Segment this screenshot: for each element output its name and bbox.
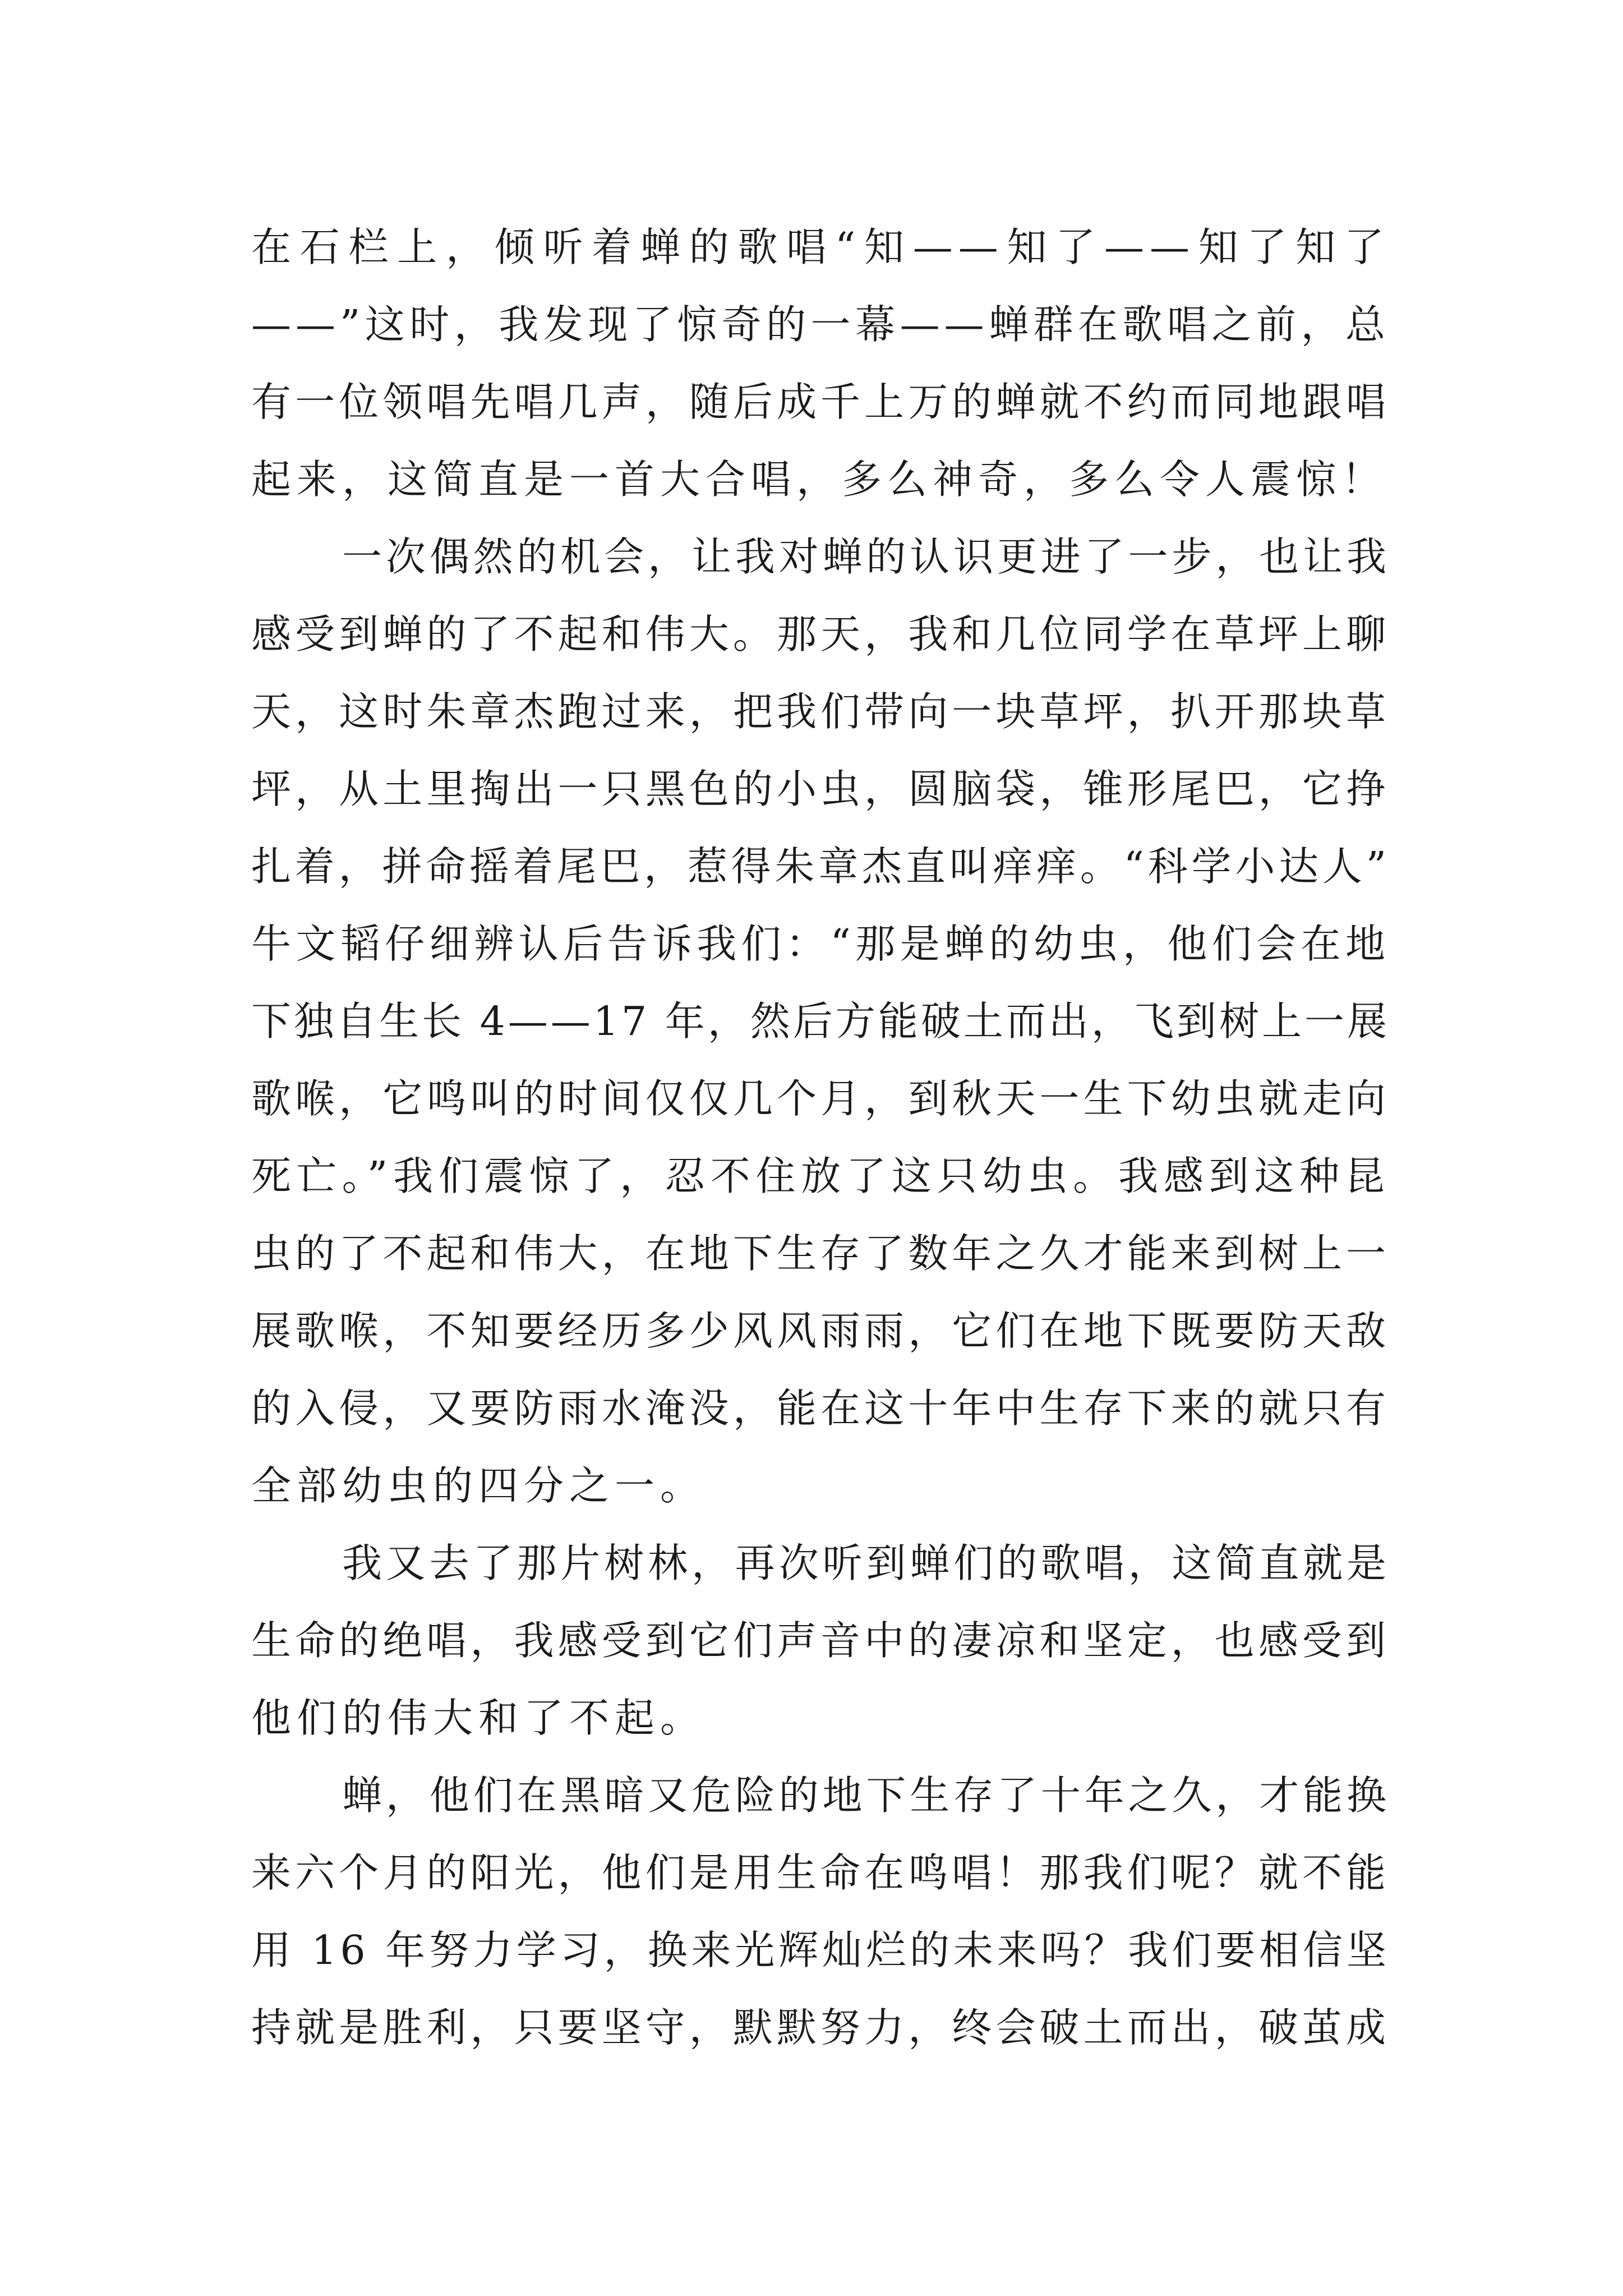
- text-line: 一次偶然的机会，让我对蝉的认识更进了一步，也让我: [342, 533, 1390, 580]
- body-text: [251, 209, 1390, 2067]
- text-line: 他们的伟大和了不起。: [251, 1695, 706, 1741]
- text-line: 起来，这简直是一首大合唱，多么神奇，多么令人震惊！: [251, 456, 1387, 503]
- text-line: 歌喉，它鸣叫的时间仅仅几个月，到秋天一生下幼虫就走向: [251, 1075, 1390, 1122]
- text-line: 下独自生长 4——17 年，然后方能破土而出，飞到树上一展: [251, 998, 1390, 1045]
- text-line: 的入侵，又要防雨水淹没，能在这十年中生存下来的就只有: [251, 1385, 1390, 1432]
- text-line: 全部幼虫的四分之一。: [251, 1462, 706, 1509]
- text-line: 展歌喉，不知要经历多少风风雨雨，它们在地下既要防天敌: [251, 1308, 1390, 1354]
- text-line: 来六个月的阳光，他们是用生命在鸣唱！那我们呢？就不能: [251, 1849, 1390, 1896]
- text-line: 持就是胜利，只要坚守，默默努力，终会破土而出，破茧成: [251, 2004, 1390, 2051]
- text-line: 死亡。”我们震惊了，忍不住放了这只幼虫。我感到这种昆: [251, 1153, 1390, 1199]
- text-line: 生命的绝唱，我感受到它们声音中的凄凉和坚定，也感受到: [251, 1617, 1390, 1664]
- text-line: ——”这时，我发现了惊奇的一幕——蝉群在歌唱之前，总: [251, 301, 1390, 348]
- text-line: 用 16 年努力学习，换来光辉灿烂的未来吗？我们要相信坚: [251, 1927, 1390, 1973]
- text-line: 坪，从土里掏出一只黑色的小虫，圆脑袋，锥形尾巴，它挣: [251, 766, 1390, 812]
- text-line: 扎着，拼命摇着尾巴，惹得朱章杰直叫痒痒。“科学小达人”: [251, 843, 1390, 890]
- text-line: 我又去了那片树林，再次听到蝉们的歌唱，这简直就是: [342, 1540, 1390, 1586]
- text-line: 牛文韬仔细辨认后告诉我们：“那是蝉的幼虫，他们会在地: [251, 921, 1390, 967]
- text-line: 有一位领唱先唱几声，随后成千上万的蝉就不约而同地跟唱: [251, 379, 1390, 425]
- text-line: 天，这时朱章杰跑过来，把我们带向一块草坪，扒开那块草: [251, 688, 1390, 735]
- text-line: 蝉，他们在黑暗又危险的地下生存了十年之久，才能换: [342, 1772, 1390, 1819]
- text-line: 虫的了不起和伟大，在地下生存了数年之久才能来到树上一: [251, 1230, 1390, 1277]
- text-line: 在石栏上，倾听着蝉的歌唱“知——知了——知了知了: [251, 224, 1390, 270]
- text-line: 感受到蝉的了不起和伟大。那天，我和几位同学在草坪上聊: [251, 611, 1390, 657]
